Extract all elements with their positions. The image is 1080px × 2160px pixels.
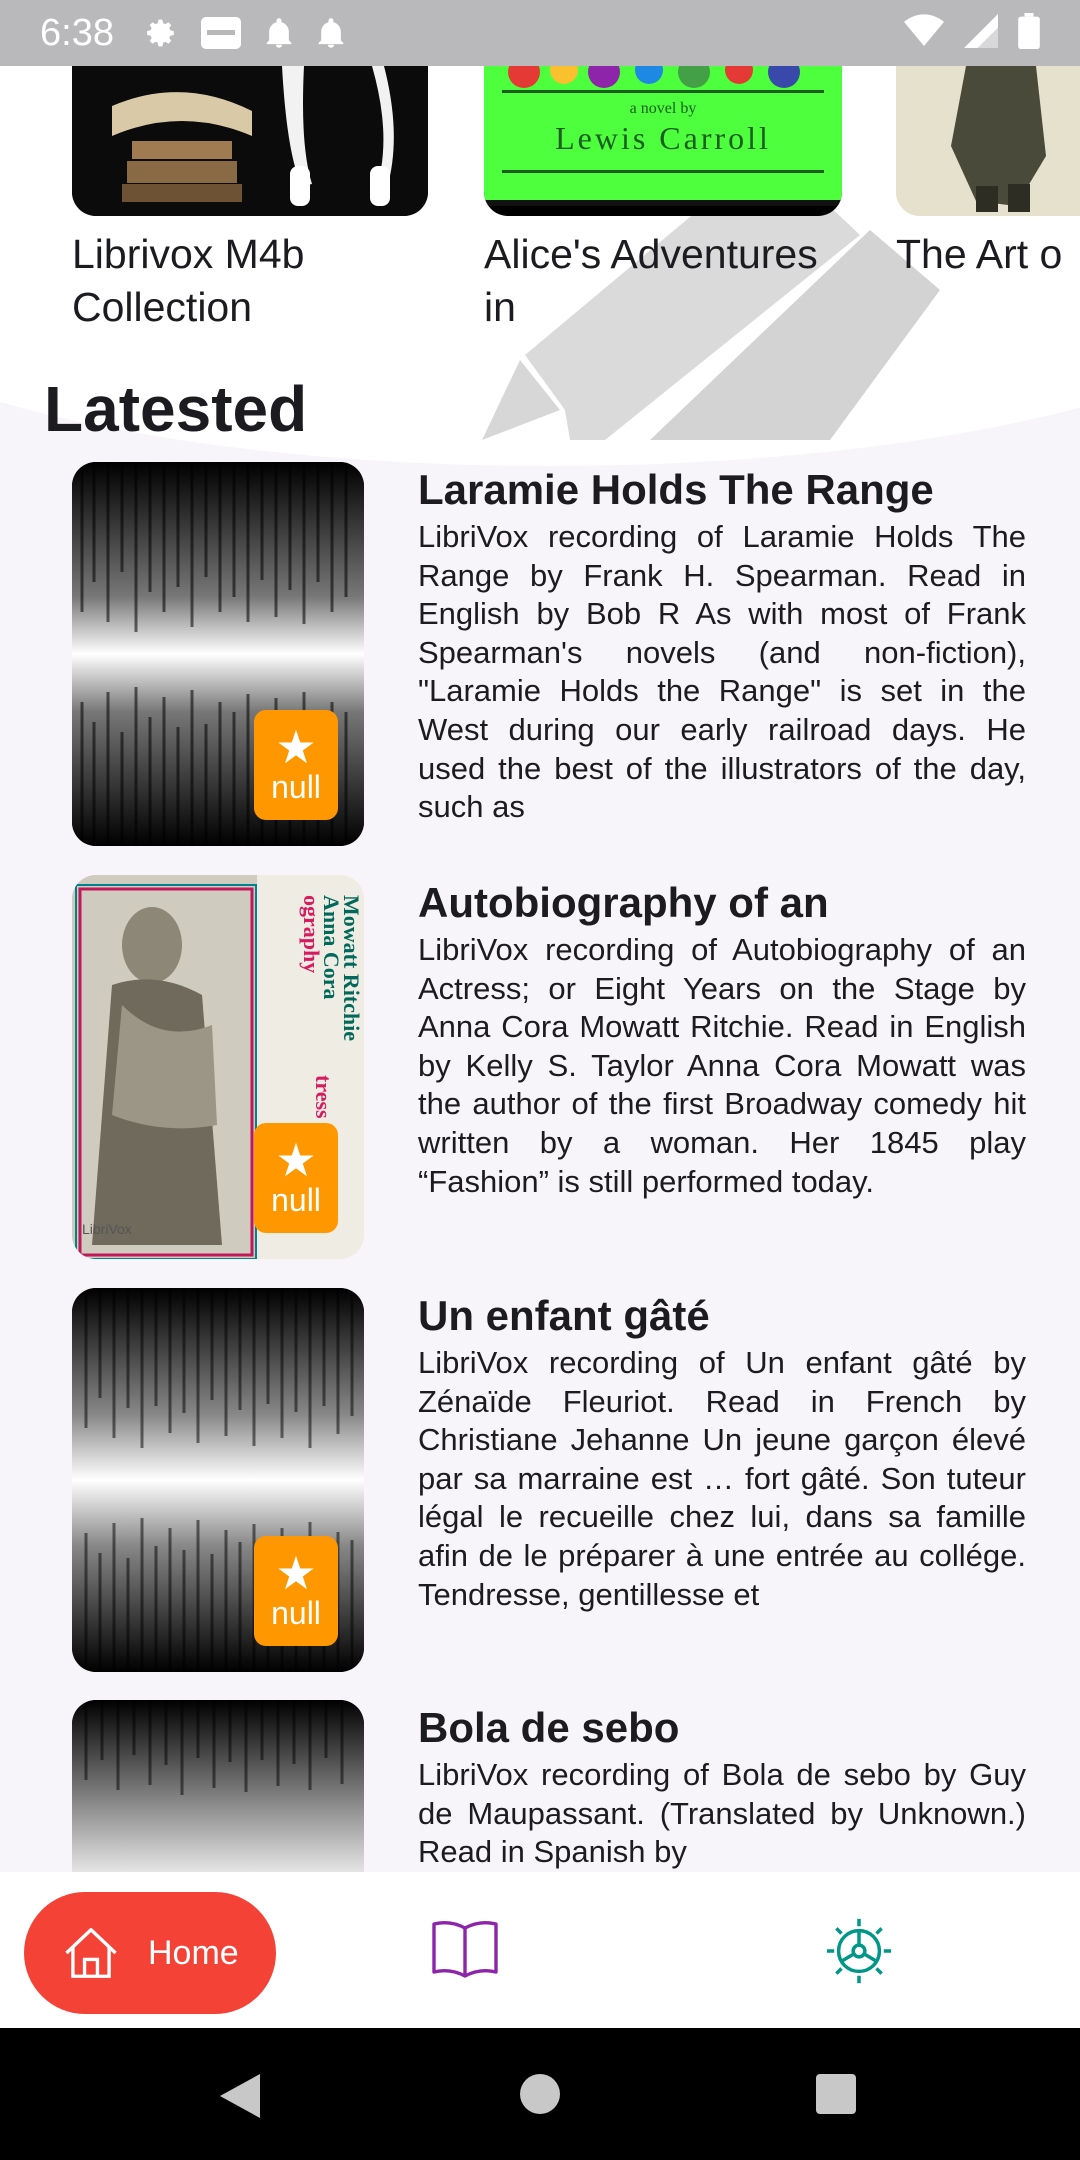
status-bar (0, 0, 1080, 66)
featured-carousel[interactable] (0, 66, 1080, 346)
rating-badge (254, 710, 338, 820)
battery-icon (1018, 13, 1040, 54)
system-navigation-bar (0, 2028, 1080, 2160)
book-title: Bola de sebo (418, 1704, 680, 1751)
featured-card[interactable] (484, 66, 842, 334)
book-info (418, 875, 1026, 1239)
featured-cover (896, 66, 1080, 216)
nav-home-button[interactable] (24, 1892, 276, 2014)
wifi-icon (904, 14, 944, 53)
cover-text: tress (311, 1075, 336, 1119)
star-icon: ★ (275, 721, 317, 773)
book-description: LibriVox recording of Un enfant gâté by Zénaïde Fleuriot. Read in French by Christiane Jehanne Un jeune garçon élevé par sa marraine est … fort gâté. Son tuteur légal le recueille chez lui, dans sa famille afin de le préparer à une entrée au collége. Tendresse, gentillesse et (418, 1345, 1026, 1612)
nav-home-label: Home (148, 1933, 239, 1972)
nav-settings-button[interactable] (824, 1916, 894, 1991)
rating-badge (254, 1123, 338, 1233)
cover-small-text: a novel by (629, 100, 697, 117)
star-icon: ★ (275, 1134, 317, 1186)
book-title: Un enfant gâté (418, 1292, 710, 1339)
featured-title: The Art o (896, 231, 1063, 277)
book-cover (72, 1288, 364, 1672)
cover-text: ography (299, 895, 324, 974)
nav-library-button[interactable] (430, 1918, 500, 1985)
rating-value: null (271, 769, 321, 805)
cover-brand: LibriVox (82, 1221, 132, 1237)
list-item[interactable] (72, 875, 1032, 1263)
open-book-icon (430, 1918, 500, 1980)
book-description: LibriVox recording of Laramie Holds The Range by Frank H. Spearman. Read in English by Bob R As with most of Frank Spearman's novels (and non-fiction), "Laramie Holds the Range" is set in the West during our early railroad days. He used the best of the illustrators of the day, such as (418, 519, 1026, 825)
book-description: LibriVox recording of Autobiography of an Actress; or Eight Years on the Stage by Anna Cora Mowatt Ritchie. Read in English by Kelly S. Taylor Anna Cora Mowatt was the author of the first Broadway comedy hit written by a woman. Her 1845 play “Fashion” is still performed today. (418, 932, 1026, 1199)
book-title: Laramie Holds The Range (418, 466, 934, 513)
rating-value: null (271, 1595, 321, 1631)
cover-text: Anna Cora (319, 895, 344, 1000)
cover-text: Mowatt Ritchie (339, 895, 364, 1042)
book-description: LibriVox recording of Bola de sebo by Guy de Maupassant. (Translated by Unknown.) Read in Spanish by (418, 1757, 1026, 1870)
featured-card[interactable] (896, 66, 1080, 281)
signal-icon (964, 14, 998, 53)
star-icon: ★ (275, 1547, 317, 1599)
settings-gear-icon (824, 1916, 894, 1986)
cover-author: Lewis Carroll (555, 120, 771, 156)
featured-card[interactable] (72, 66, 428, 334)
featured-title: Alice's Adventures in (484, 231, 818, 330)
featured-cover (484, 66, 842, 216)
home-icon (60, 1922, 122, 1984)
book-info (418, 1288, 1026, 1652)
settings-gear-icon (144, 16, 178, 50)
book-cover (72, 462, 364, 846)
app-badge-icon (200, 16, 242, 50)
section-title: Latested (44, 373, 308, 445)
book-info (418, 462, 1026, 826)
notification-bell-icon (264, 17, 294, 49)
back-icon[interactable] (218, 2072, 262, 2120)
book-title: Autobiography of an (418, 879, 829, 926)
recent-apps-button[interactable] (816, 2074, 856, 2114)
bottom-navigation (0, 1872, 1080, 2028)
system-home-button[interactable] (520, 2074, 560, 2114)
list-item[interactable] (72, 462, 1032, 850)
notification-bell-icon (316, 17, 346, 49)
rating-badge (254, 1536, 338, 1646)
list-item[interactable] (72, 1288, 1032, 1676)
featured-cover (72, 66, 428, 216)
featured-title: Librivox M4b Collection (72, 231, 305, 330)
book-cover (72, 875, 364, 1259)
rating-value: null (271, 1182, 321, 1218)
status-time: 6:38 (40, 11, 114, 54)
